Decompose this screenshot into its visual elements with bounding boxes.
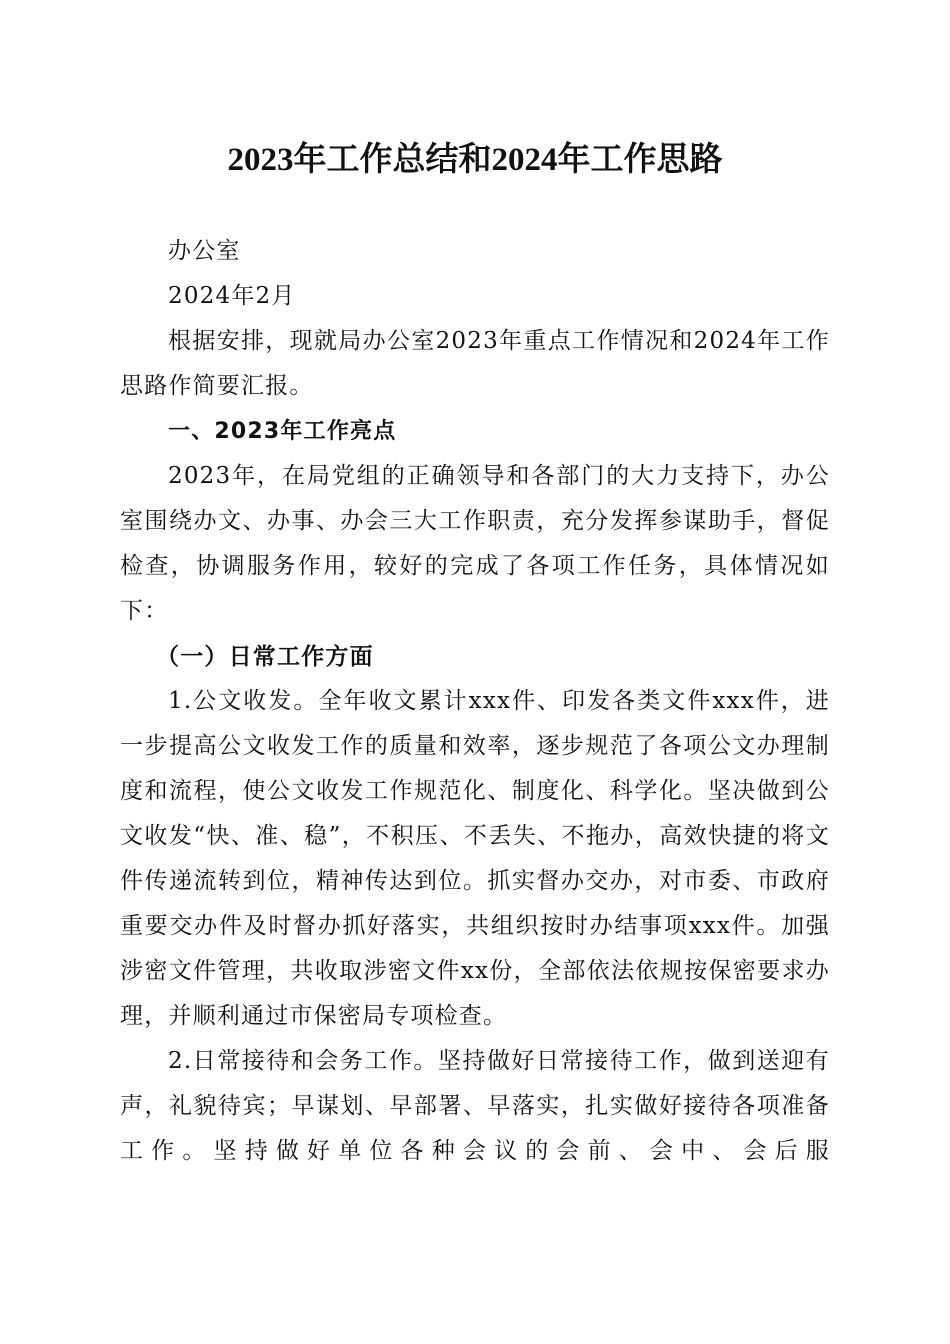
section-heading: 一、2023年工作亮点 <box>168 419 397 444</box>
subsection-heading: （一）日常工作方面 <box>156 643 374 670</box>
item-paragraph-1: 1.公文收发。全年收文累计xxx件、印发各类文件xxx件，进一步提高公文收发工作的质量和效率，逐步规范了各项公文办理制度和流程，使公文收发工作规范化、制度化、科学化。坚决做到公文收发“快、准、稳”，不积压、不丢失、不拖办，高效快捷的将文件传递流转到位，精神传达到位。抓实督办交办，对市委、市政府重要交办件及时督办抓好落实，共组织按时办结事项xxx件。加强涉密文件管理，共收取涉密文件xx份，全部依法依规按保密要求办理，并顺利通过市保密局专项检查。 <box>120 688 830 1029</box>
department-line: 办公室 <box>168 238 241 264</box>
section-paragraph: 2023年，在局党组的正确领导和各部门的大力支持下，办公室围绕办文、办事、办会三大工作职责，充分发挥参谋助手，督促检查，协调服务作用，较好的完成了各项工作任务，具体情况如下： <box>120 463 830 624</box>
date-line: 2024年2月 <box>168 283 296 309</box>
intro-paragraph: 根据安排，现就局办公室2023年重点工作情况和2024年工作思路作简要汇报。 <box>120 328 830 399</box>
item-paragraph-2: 2.日常接待和会务工作。坚持做好日常接待工作，做到送迎有声，礼貌待宾；早谋划、早部署、早落实，扎实做好接待各项准备工作。坚持做好单位各种会议的会前、会中、会后服 <box>120 1048 830 1164</box>
document-body <box>120 229 830 1174</box>
document-title: 2023年工作总结和2024年工作思路 <box>227 142 723 178</box>
